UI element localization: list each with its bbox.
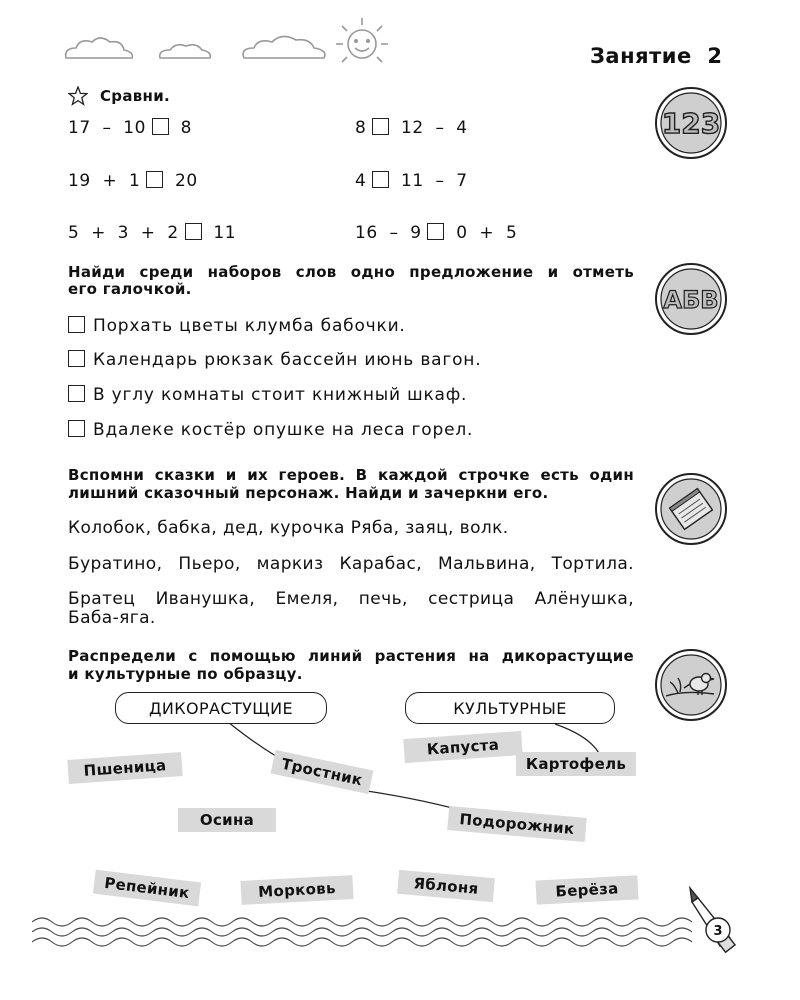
plant-tag[interactable]: Картофель (516, 752, 636, 776)
category-wild-box: ДИКОРАСТУЩИЕ (115, 692, 327, 724)
fairytale-line: Колобок, бабка, дед, курочка Ряба, заяц, волк. (68, 518, 509, 538)
sentence-option: Порхать цветы клумба бабочки. (68, 316, 406, 336)
lesson-number: 2 (707, 44, 723, 68)
plant-tag[interactable]: Яблоня (397, 870, 495, 902)
category-cultivated-box: КУЛЬТУРНЫЕ (405, 692, 615, 724)
compare-row: 19 + 1 20 (68, 171, 198, 191)
fairytale-line: Братец Иванушка, Емеля, печь, сестрица Алёнушка, (68, 589, 634, 609)
compare-row: 4 11 – 7 (355, 171, 468, 191)
sentence-option: В углу комнаты стоит книжный шкаф. (68, 385, 467, 405)
plant-tag[interactable]: Осина (178, 808, 276, 832)
page-number: 3 (713, 924, 723, 939)
plant-tag[interactable]: Капуста (403, 731, 522, 763)
badge-text: 123 (661, 107, 721, 140)
compare-row: 16 – 9 0 + 5 (355, 223, 518, 243)
badge-text: АБВ (663, 286, 719, 314)
sentence-option: Календарь рюкзак бассейн июнь вагон. (68, 350, 481, 370)
fairytale-task-heading-line1: Вспомни сказки и их героев. В каждой строчке есть один (68, 466, 634, 484)
plants-task-heading-line2: и культурные по образцу. (68, 665, 303, 683)
compare-row: 8 12 – 4 (355, 118, 468, 138)
fairytale-task-heading-line2: лишний сказочный персонаж. Найди и зачеркни его. (68, 484, 549, 502)
compare-row: 17 – 10 8 (68, 118, 192, 138)
plant-tag[interactable]: Репейник (93, 870, 201, 907)
lesson-label: Занятие (590, 44, 692, 68)
sentence-task-heading-line2: его галочкой. (68, 280, 192, 298)
sentence-option: Вдалеке костёр опушке на леса горел. (68, 420, 473, 440)
plant-tag[interactable]: Берёза (535, 875, 638, 904)
plant-tag[interactable]: Морковь (240, 875, 353, 905)
plant-tag[interactable]: Тростник (271, 750, 374, 794)
plant-tag[interactable]: Пшеница (67, 752, 182, 784)
fairytale-line: Буратино, Пьеро, маркиз Карабас, Мальвина, Тортила. (68, 554, 634, 574)
compare-task-heading: Сравни. (100, 87, 171, 105)
pencil-icon (684, 884, 744, 960)
plant-tag[interactable]: Подорожник (447, 806, 587, 842)
fairytale-line: Баба-яга. (68, 608, 156, 628)
plants-task-heading-line1: Распредели с помощью линий растения на дикорастущие (68, 647, 634, 665)
waves-decoration (32, 912, 692, 954)
compare-row: 5 + 3 + 2 11 (68, 223, 237, 243)
sentence-task-heading-line1: Найди среди наборов слов одно предложение и отметь (68, 263, 634, 281)
